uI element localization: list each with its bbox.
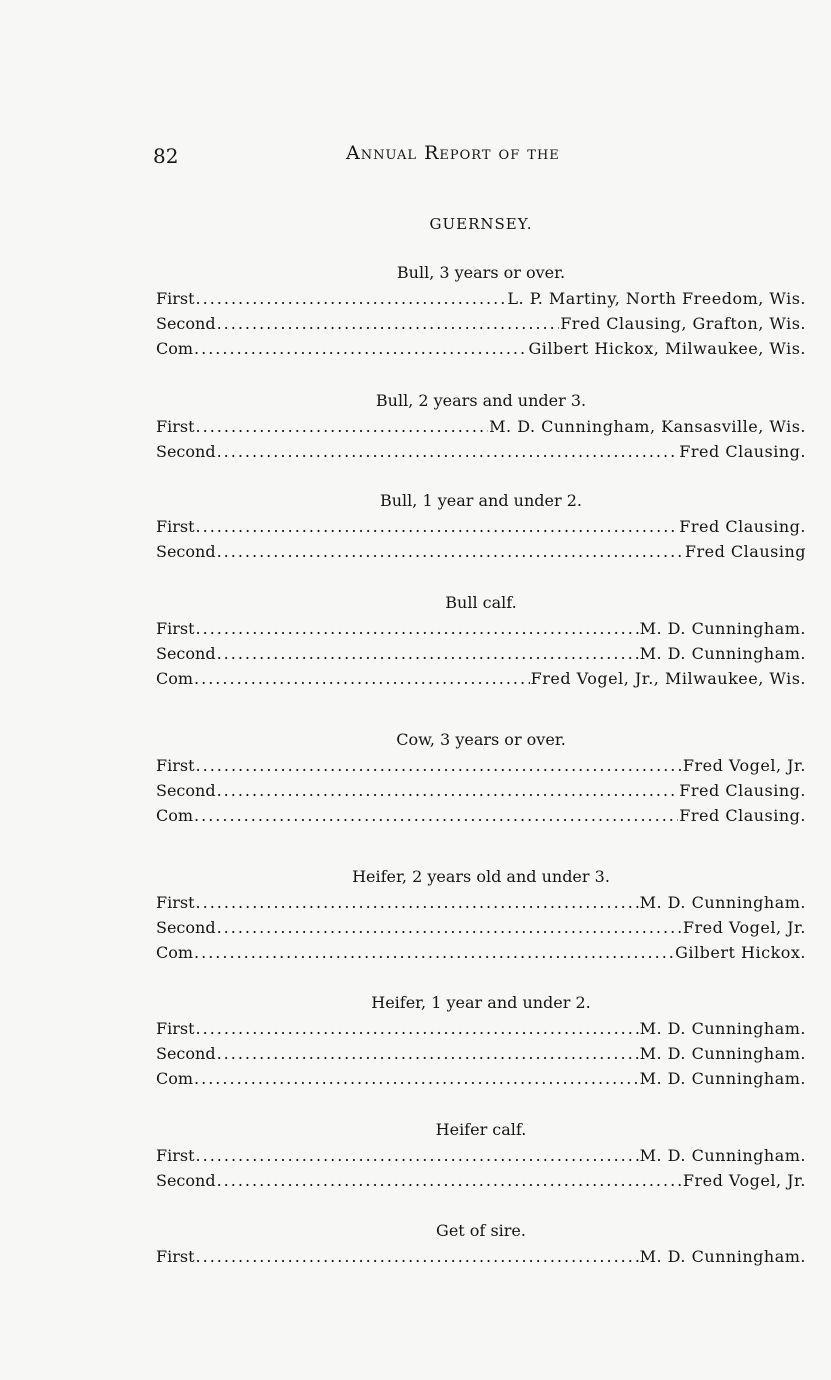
award-entry	[156, 915, 806, 940]
winner-name: Fred Vogel, Jr.	[682, 756, 806, 775]
award-entry	[156, 641, 806, 666]
winner-name: M. D. Cunningham.	[639, 619, 806, 638]
dot-leader	[196, 414, 489, 439]
award-entry	[156, 336, 806, 361]
placing-label: Com	[156, 943, 194, 962]
winner-name: L. P. Martiny, North Freedom, Wis.	[507, 289, 806, 308]
class-heading: Heifer, 2 years old and under 3.	[352, 867, 610, 886]
class-heading: Heifer calf.	[435, 1120, 527, 1139]
placing-label: Second	[156, 918, 216, 937]
winner-name: Gilbert Hickox, Milwaukee, Wis.	[528, 339, 806, 358]
placing-label: First	[156, 1019, 195, 1038]
winner-name: Fred Clausing.	[679, 781, 806, 800]
placing-label: First	[156, 893, 195, 912]
award-entry	[156, 439, 806, 464]
placing-label: Second	[156, 644, 216, 663]
class-block	[156, 729, 806, 828]
award-entry	[156, 753, 806, 778]
award-entry	[156, 514, 806, 539]
placing-label: Second	[156, 1171, 216, 1190]
placing-label: First	[156, 1247, 195, 1266]
award-entry	[156, 414, 806, 439]
dot-leader	[217, 915, 682, 940]
class-block	[156, 490, 806, 564]
award-entry	[156, 311, 806, 336]
running-head: Annual Report of the	[346, 142, 560, 164]
winner-name: Fred Clausing.	[679, 517, 806, 536]
dot-leader	[196, 286, 507, 311]
award-entry	[156, 1016, 806, 1041]
class-heading: Bull, 1 year and under 2.	[379, 491, 582, 510]
dot-leader	[217, 641, 639, 666]
placing-label: Second	[156, 314, 216, 333]
class-block	[156, 390, 806, 464]
dot-leader	[217, 1041, 639, 1066]
placing-label: Com	[156, 669, 194, 688]
dot-leader	[196, 514, 679, 539]
class-block	[156, 1220, 806, 1269]
award-entry	[156, 1066, 806, 1091]
class-block	[156, 992, 806, 1091]
dot-leader	[217, 1168, 682, 1193]
dot-leader	[194, 803, 678, 828]
winner-name: M. D. Cunningham.	[639, 1019, 806, 1038]
award-entry	[156, 778, 806, 803]
placing-label: First	[156, 517, 195, 536]
class-heading: Bull calf.	[445, 593, 517, 612]
dot-leader	[196, 753, 682, 778]
winner-name: M. D. Cunningham.	[639, 1069, 806, 1088]
dot-leader	[217, 311, 560, 336]
section-title: GUERNSEY.	[429, 215, 533, 233]
award-entry	[156, 539, 806, 564]
winner-name: M. D. Cunningham.	[639, 1247, 806, 1266]
placing-label: First	[156, 619, 195, 638]
award-entry	[156, 666, 806, 691]
class-heading: Cow, 3 years or over.	[396, 730, 566, 749]
award-entry	[156, 1143, 806, 1168]
winner-name: Gilbert Hickox.	[675, 943, 806, 962]
placing-label: Second	[156, 1044, 216, 1063]
award-entry	[156, 803, 806, 828]
dot-leader	[194, 666, 530, 691]
placing-label: Com	[156, 1069, 194, 1088]
winner-name: Fred Clausing.	[679, 806, 806, 825]
placing-label: First	[156, 1146, 195, 1165]
winner-name: M. D. Cunningham.	[639, 1044, 806, 1063]
winner-name: Fred Vogel, Jr., Milwaukee, Wis.	[530, 669, 806, 688]
winner-name: Fred Clausing	[684, 542, 806, 561]
class-heading: Bull, 2 years and under 3.	[375, 391, 587, 410]
dot-leader	[194, 1066, 639, 1091]
dot-leader	[194, 940, 674, 965]
winner-name: M. D. Cunningham.	[639, 893, 806, 912]
award-entry	[156, 1244, 806, 1269]
placing-label: Second	[156, 781, 216, 800]
dot-leader	[217, 539, 684, 564]
class-block	[156, 592, 806, 691]
award-entry	[156, 940, 806, 965]
class-block	[156, 1119, 806, 1193]
dot-leader	[196, 1244, 639, 1269]
placing-label: Second	[156, 442, 216, 461]
placing-label: Second	[156, 542, 216, 561]
winner-name: Fred Vogel, Jr.	[682, 918, 806, 937]
award-entry	[156, 1168, 806, 1193]
winner-name: M. D. Cunningham.	[639, 644, 806, 663]
placing-label: First	[156, 417, 195, 436]
dot-leader	[196, 890, 639, 915]
winner-name: Fred Clausing.	[679, 442, 806, 461]
placing-label: First	[156, 756, 195, 775]
placing-label: Com	[156, 806, 194, 825]
dot-leader	[196, 616, 639, 641]
dot-leader	[217, 439, 679, 464]
winner-name: M. D. Cunningham, Kansasville, Wis.	[489, 417, 806, 436]
class-heading: Heifer, 1 year and under 2.	[371, 993, 591, 1012]
dot-leader	[196, 1143, 639, 1168]
class-heading: Get of sire.	[436, 1221, 526, 1240]
award-entry	[156, 616, 806, 641]
dot-leader	[194, 336, 527, 361]
award-entry	[156, 890, 806, 915]
dot-leader	[196, 1016, 639, 1041]
award-entry	[156, 286, 806, 311]
winner-name: M. D. Cunningham.	[639, 1146, 806, 1165]
class-block	[156, 866, 806, 965]
dot-leader	[217, 778, 679, 803]
winner-name: Fred Vogel, Jr.	[682, 1171, 806, 1190]
class-heading: Bull, 3 years or over.	[396, 263, 566, 282]
award-entry	[156, 1041, 806, 1066]
placing-label: First	[156, 289, 195, 308]
placing-label: Com	[156, 339, 194, 358]
class-block	[156, 262, 806, 361]
page-number: 82	[153, 144, 179, 168]
winner-name: Fred Clausing, Grafton, Wis.	[560, 314, 806, 333]
